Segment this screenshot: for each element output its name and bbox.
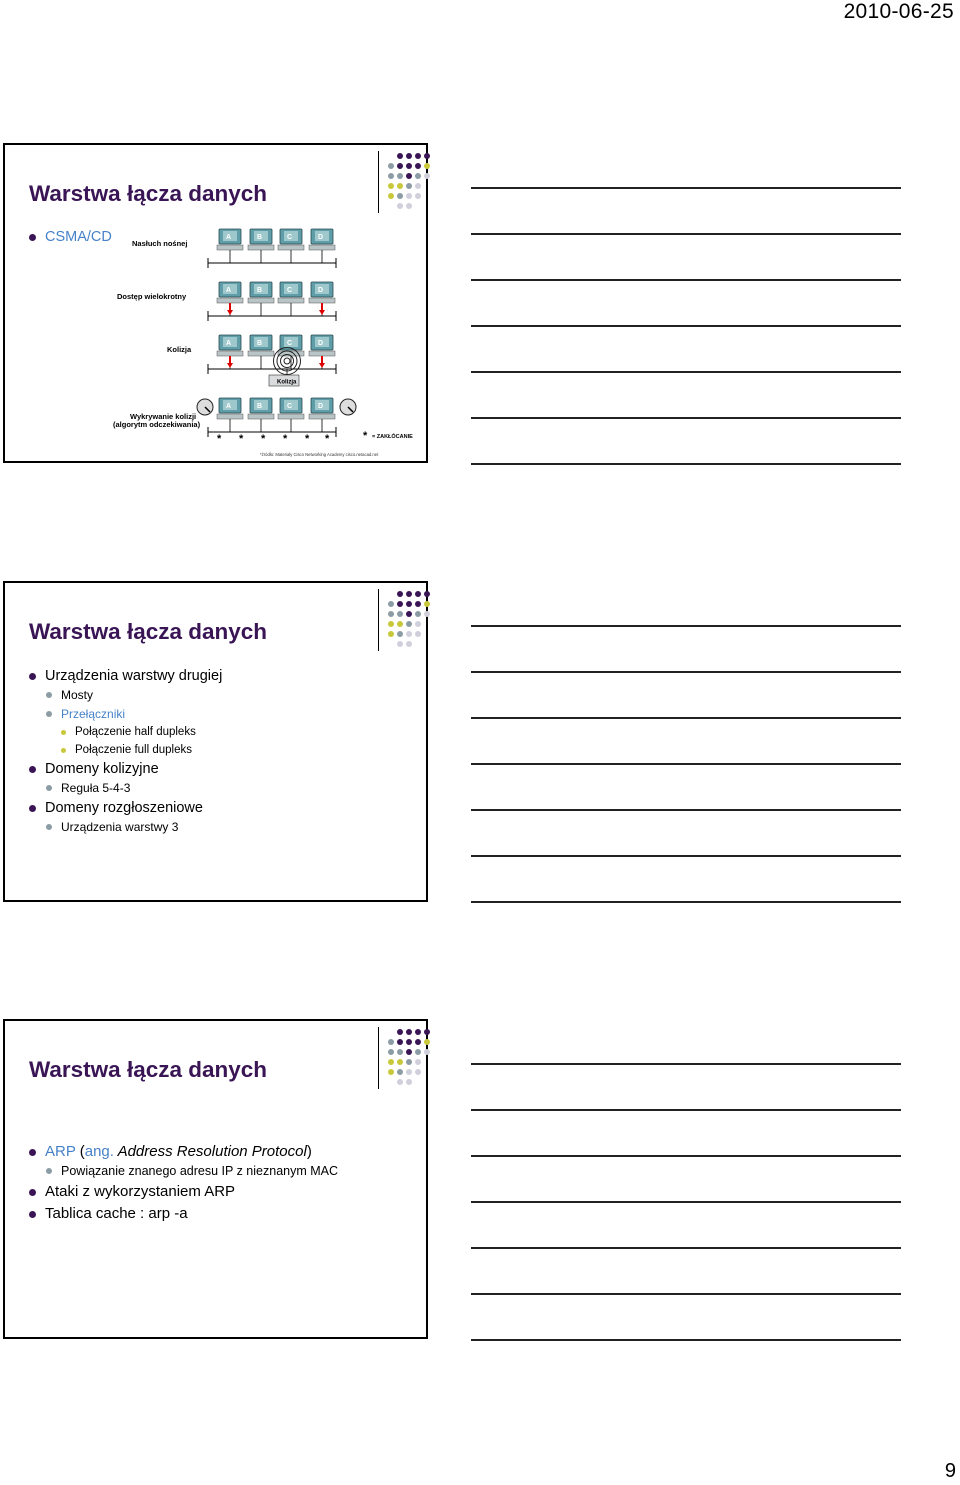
note-line [471, 809, 901, 811]
slide-1-title: Warstwa łącza danych [29, 181, 268, 206]
decoration-dot [388, 1069, 394, 1075]
note-line [471, 855, 901, 857]
decoration-dot [406, 1069, 412, 1075]
decoration-dot [406, 621, 412, 627]
decoration-dot [415, 621, 421, 627]
legend-jam-symbol: * [363, 430, 368, 442]
host-row [208, 398, 336, 437]
label-collision-detect: Wykrywanie kolizji [130, 412, 197, 421]
jam-marker: * [305, 433, 310, 445]
note-line [471, 717, 901, 719]
decoration-dot [424, 1029, 430, 1035]
decoration-dot [406, 641, 412, 647]
decoration-dot [388, 1039, 394, 1045]
diagram-source: *źródło: Materiały Cisco Networking Academy cisco.netacad.net [260, 452, 379, 457]
svg-text:D: D [318, 340, 324, 347]
decoration-dot [406, 1059, 412, 1065]
bullet-layer3-devices: Urządzenia warstwy 3 [29, 818, 222, 837]
svg-text:C: C [287, 340, 293, 347]
svg-text:A: A [226, 403, 232, 410]
note-line [471, 1247, 901, 1249]
host-computer-icon [217, 398, 243, 432]
decoration-dot [397, 163, 403, 169]
slide-3-bullet-list [29, 1141, 338, 1225]
decoration-dot [397, 621, 403, 627]
decoration-dot [424, 153, 430, 159]
ang-link[interactable]: ang. [84, 1143, 114, 1160]
slide-2-dot-decoration [378, 589, 426, 651]
note-line [471, 279, 901, 281]
svg-text:A: A [226, 340, 232, 347]
decoration-dot [397, 193, 403, 199]
decoration-dot [406, 1049, 412, 1055]
arp-expansion: Address Resolution Protocol [113, 1143, 307, 1160]
note-line [471, 763, 901, 765]
slide-1-dot-decoration [378, 151, 426, 213]
host-row [208, 335, 336, 374]
host-computer-icon [278, 229, 304, 263]
note-line [471, 1201, 901, 1203]
arp-open-paren: ( [75, 1143, 85, 1160]
svg-text:B: B [257, 340, 263, 347]
svg-text:D: D [318, 403, 324, 410]
note-line [471, 187, 901, 189]
decoration-dot [397, 153, 403, 159]
decoration-dot [397, 631, 403, 637]
arp-link[interactable]: ARP [45, 1143, 76, 1160]
decoration-dot [397, 641, 403, 647]
backoff-timer-left-icon [197, 399, 213, 415]
decoration-dot [406, 203, 412, 209]
decoration-dot [415, 1049, 421, 1055]
decoration-dot [397, 611, 403, 617]
decoration-dot [424, 173, 430, 179]
bullet-broadcast-domains: Domeny rozgłoszeniowe [29, 798, 222, 818]
host-computer-icon [248, 398, 274, 432]
bullet-arp-attacks: Ataki z wykorzystaniem ARP [29, 1181, 338, 1203]
svg-text:C: C [287, 287, 293, 294]
svg-text:C: C [287, 403, 293, 410]
decoration-dot [406, 193, 412, 199]
bullet-half-duplex: Połączenie half dupleks [29, 723, 222, 741]
decoration-dot [406, 1029, 412, 1035]
note-line [471, 417, 901, 419]
bullet-bridges: Mosty [29, 686, 222, 705]
decoration-dot [406, 631, 412, 637]
decoration-dot [424, 1039, 430, 1045]
decoration-dot [406, 1039, 412, 1045]
svg-text:D: D [318, 234, 324, 241]
decoration-dot [415, 1069, 421, 1075]
host-computer-icon [278, 398, 304, 432]
decoration-dot [388, 1049, 394, 1055]
jam-marker: * [261, 433, 266, 445]
decoration-dot [424, 611, 430, 617]
decoration-dot [388, 163, 394, 169]
label-carrier-sense: Nasłuch nośnej [132, 239, 188, 248]
svg-text:C: C [287, 234, 293, 241]
decoration-dot [415, 1029, 421, 1035]
label-collision: Kolizja [167, 345, 192, 354]
host-computer-icon [309, 398, 335, 432]
decoration-dot [397, 1059, 403, 1065]
note-line [471, 371, 901, 373]
host-computer-icon [248, 229, 274, 263]
jam-marker: * [325, 433, 330, 445]
jam-marker: * [239, 433, 244, 445]
host-computer-icon [217, 335, 243, 369]
decoration-dot [397, 1049, 403, 1055]
slide-2 [3, 581, 428, 902]
bullet-arp [29, 1141, 338, 1162]
page-number: 9 [944, 1460, 956, 1482]
jam-marker: * [217, 433, 222, 445]
decoration-dot [415, 601, 421, 607]
decoration-dot [397, 591, 403, 597]
legend-jam-label: = ZAKŁÓCANIE [372, 434, 413, 440]
svg-text:B: B [257, 234, 263, 241]
label-backoff: (algorytm odczekiwania) [113, 420, 201, 429]
note-line [471, 325, 901, 327]
decoration-dot [406, 601, 412, 607]
decoration-dot [406, 163, 412, 169]
note-line [471, 1109, 901, 1111]
decoration-dot [406, 173, 412, 179]
decoration-dot [424, 591, 430, 597]
decoration-dot [415, 163, 421, 169]
decoration-dot [415, 631, 421, 637]
decoration-dot [388, 621, 394, 627]
decoration-dot [388, 601, 394, 607]
bullet-rule-543: Reguła 5-4-3 [29, 779, 222, 798]
jam-marker: * [283, 433, 288, 445]
host-row [208, 282, 336, 321]
svg-text:A: A [226, 287, 232, 294]
decoration-dot [397, 1079, 403, 1085]
note-line [471, 233, 901, 235]
host-computer-icon [309, 282, 335, 316]
note-line [471, 901, 901, 903]
note-line [471, 625, 901, 627]
decoration-dot [406, 153, 412, 159]
decoration-dot [388, 183, 394, 189]
decoration-dot [397, 183, 403, 189]
note-line [471, 1155, 901, 1157]
bullet-switches [29, 705, 222, 724]
host-row [208, 229, 336, 268]
bullet-ip-mac-binding: Powiązanie znanego adresu IP z nieznanym MAC [29, 1162, 338, 1181]
host-computer-icon [217, 229, 243, 263]
bullet-arp-cache: Tablica cache : arp -a [29, 1203, 338, 1225]
decoration-dot [415, 193, 421, 199]
decoration-dot [415, 611, 421, 617]
host-computer-icon [248, 335, 274, 369]
decoration-dot [406, 1079, 412, 1085]
decoration-dot [424, 1049, 430, 1055]
bullet-collision-domains: Domeny kolizyjne [29, 759, 222, 779]
slide-2-title: Warstwa łącza danych [29, 619, 268, 644]
decoration-dot [397, 601, 403, 607]
decoration-dot [397, 173, 403, 179]
host-computer-icon [309, 335, 335, 369]
backoff-timer-right-icon [340, 399, 356, 415]
collision-box-label: Kolizja [277, 379, 297, 386]
decoration-dot [406, 611, 412, 617]
decoration-dot [415, 173, 421, 179]
slide-3-dot-decoration [378, 1027, 426, 1089]
decoration-dot [397, 203, 403, 209]
note-line [471, 1293, 901, 1295]
decoration-dot [406, 183, 412, 189]
note-line [471, 671, 901, 673]
svg-text:D: D [318, 287, 324, 294]
decoration-dot [424, 163, 430, 169]
csma-cd-diagram [100, 215, 420, 460]
decoration-dot [415, 1059, 421, 1065]
decoration-dot [388, 173, 394, 179]
note-line [471, 1063, 901, 1065]
decoration-dot [388, 611, 394, 617]
decoration-dot [397, 1029, 403, 1035]
page-date: 2010-06-25 [843, 0, 954, 23]
bullet-layer2-devices: Urządzenia warstwy drugiej [29, 666, 222, 686]
slide-3-title: Warstwa łącza danych [29, 1057, 268, 1082]
decoration-dot [415, 591, 421, 597]
host-computer-icon [217, 282, 243, 316]
slide-3 [3, 1019, 428, 1339]
svg-text:B: B [257, 287, 263, 294]
decoration-dot [424, 601, 430, 607]
decoration-dot [415, 183, 421, 189]
note-line [471, 1339, 901, 1341]
decoration-dot [415, 153, 421, 159]
decoration-dot [397, 1039, 403, 1045]
csma-cd-link[interactable]: CSMA/CD [45, 229, 112, 245]
decoration-dot [388, 631, 394, 637]
svg-text:A: A [226, 234, 232, 241]
svg-text:B: B [257, 403, 263, 410]
decoration-dot [388, 193, 394, 199]
note-line [471, 463, 901, 465]
label-multiple-access: Dostęp wielokrotny [117, 292, 187, 301]
arp-close-paren: ) [306, 1143, 312, 1160]
slide-2-bullet-list [29, 666, 222, 836]
host-computer-icon [309, 229, 335, 263]
switches-link[interactable]: Przełączniki [61, 706, 126, 721]
slide-1 [3, 143, 428, 463]
bullet-full-duplex: Połączenie full dupleks [29, 741, 222, 759]
decoration-dot [397, 1069, 403, 1075]
host-computer-icon [278, 282, 304, 316]
decoration-dot [388, 1059, 394, 1065]
decoration-dot [406, 591, 412, 597]
host-computer-icon [248, 282, 274, 316]
decoration-dot [415, 1039, 421, 1045]
